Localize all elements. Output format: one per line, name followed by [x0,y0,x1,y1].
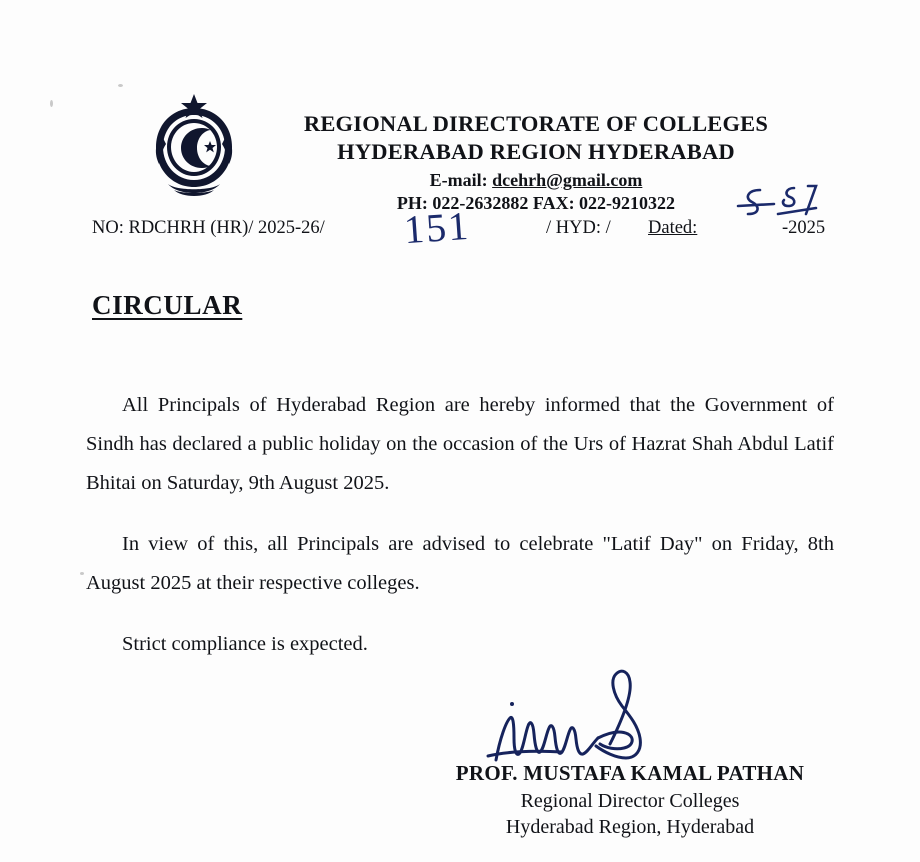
signature-block [370,760,890,841]
dated-label-text: Dated: [648,218,698,238]
paragraph-3-text: Strict compliance is expected. [122,633,368,655]
paragraph-2-text: In view of this, all Principals are advised to celebrate "Latif Day" on Friday, 8th August 2025 at their respective colleges. [86,533,834,594]
phone-fax-line: PH: 022-2632882 FAX: 022-9210322 [396,193,676,214]
email-label: E-mail: [429,169,493,190]
paragraph-1-text: All Principals of Hyderabad Region are hereby informed that the Government of Sindh has declared a public holiday on the occasion of the Urs of Hazrat Shah Abdul Latif Bhitai on Saturday, 9th August 2025. [86,394,834,494]
government-of-sindh-crest-icon [148,92,240,202]
organization-name-line-1: REGIONAL DIRECTORATE OF COLLEGES [303,111,769,136]
handwritten-serial-number: 151 [402,202,472,253]
paragraph-1 [86,386,834,503]
reference-number-label: NO: RDCHRH (HR)/ 2025-26/ [92,218,325,238]
email-address[interactable]: dcehrh@gmail.com [492,169,643,190]
dated-label [648,218,697,239]
organization-block [286,110,786,215]
scan-speck [80,572,84,575]
document-body [86,386,834,664]
paragraph-3 [86,625,834,664]
organization-name-line-2: HYDERABAD REGION HYDERABAD [337,139,735,165]
document-title: CIRCULAR [92,290,243,320]
signatory-name: PROF. MUSTAFA KAMAL PATHAN [455,761,805,785]
paragraph-2 [86,525,834,603]
reference-year-suffix: -2025 [782,218,826,238]
scan-speck [118,84,123,87]
email-line [286,169,786,192]
signatory-region: Hyderabad Region, Hyderabad [505,816,755,839]
reference-hyd-label: / HYD: / [546,218,611,238]
signatory-role: Regional Director Colleges [520,789,740,812]
